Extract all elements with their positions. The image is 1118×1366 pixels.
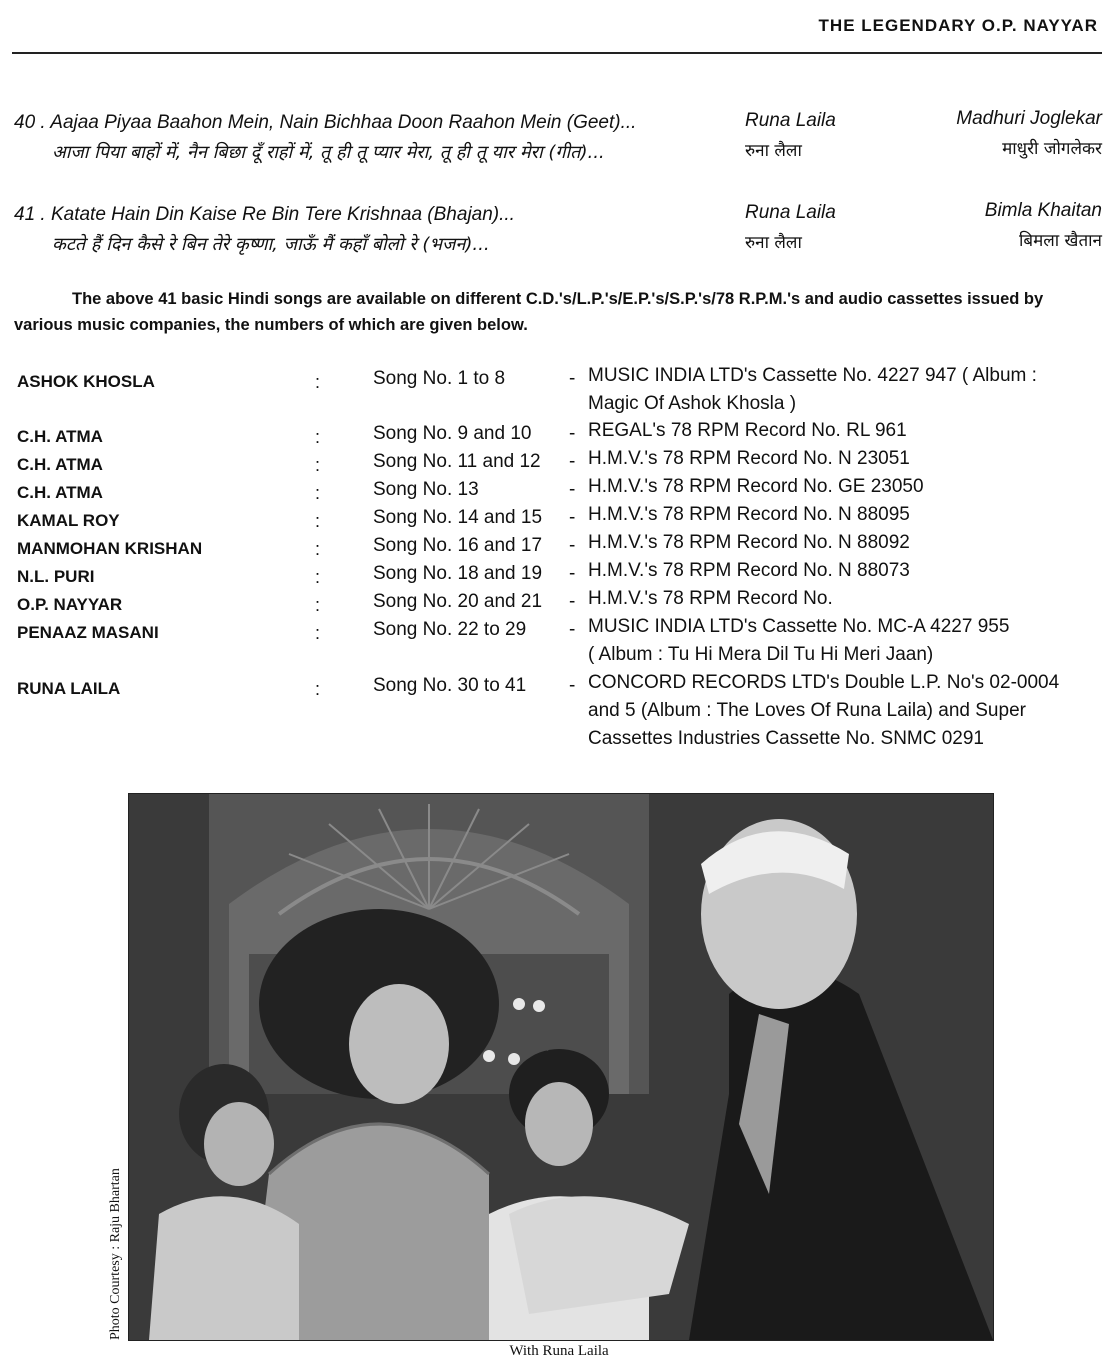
record-dash: - [569, 507, 576, 528]
record-colon: : [315, 679, 321, 699]
record-artist: N.L. PURI [17, 567, 95, 586]
lyricist-name-english: Bimla Khaitan [984, 200, 1102, 221]
record-colon: : [315, 623, 321, 643]
song-title-hindi: कटते हैं दिन कैसे रे बिन तेरे कृष्णा, जाऊँ मैं कहाँ बोलो रे (भजन)... [52, 234, 490, 255]
record-dash: - [569, 675, 576, 696]
record-dash: - [569, 563, 576, 584]
record-artist: C.H. ATMA [17, 427, 103, 446]
record-song-numbers: Song No. 30 to 41 [373, 675, 527, 696]
record-dash: - [569, 619, 576, 640]
photo-credit: Photo Courtesy : Raju Bhartan [108, 1168, 123, 1340]
photograph [128, 793, 994, 1341]
record-colon: : [315, 427, 321, 447]
record-song-numbers: Song No. 9 and 10 [373, 423, 532, 444]
record-details: H.M.V.'s 78 RPM Record No. N 88073 [588, 560, 910, 581]
record-colon: : [315, 539, 321, 559]
record-details: MUSIC INDIA LTD's Cassette No. MC-A 4227 955 ( Album : Tu Hi Mera Dil Tu Hi Meri Jaan) [588, 616, 1010, 665]
record-dash: - [569, 368, 576, 389]
record-song-numbers: Song No. 1 to 8 [373, 368, 506, 389]
record-details: REGAL's 78 RPM Record No. RL 961 [588, 420, 907, 441]
record-song-numbers: Song No. 18 and 19 [373, 563, 543, 584]
record-artist: ASHOK KHOSLA [17, 372, 155, 391]
record-song-numbers: Song No. 20 and 21 [373, 591, 543, 612]
record-artist: RUNA LAILA [17, 679, 121, 698]
song-title-hindi: आजा पिया बाहों में, नैन बिछा दूँ राहों में, तू ही तू प्यार मेरा, तू ही तू यार मेरा (गीत)... [52, 142, 605, 163]
record-artist: C.H. ATMA [17, 455, 103, 474]
record-details: H.M.V.'s 78 RPM Record No. N 88092 [588, 532, 910, 553]
record-colon: : [315, 455, 321, 475]
singer-name-english: Runa Laila [745, 110, 836, 131]
record-song-numbers: Song No. 16 and 17 [373, 535, 543, 556]
record-song-numbers: Song No. 11 and 12 [373, 451, 541, 472]
record-dash: - [569, 535, 576, 556]
record-dash: - [569, 479, 576, 500]
record-colon: : [315, 511, 321, 531]
record-song-numbers: Song No. 13 [373, 479, 479, 500]
availability-text: The above 41 basic Hindi songs are available on different C.D.'s/L.P.'s/E.P.'s/S.P.'s/78 R.P.M.'s and audio cassettes issued by various music companies, the numbers of which are given below. [14, 290, 1044, 334]
record-artist: O.P. NAYYAR [17, 595, 123, 614]
song-title-english: 41 . Katate Hain Din Kaise Re Bin Tere Krishnaa (Bhajan)... [14, 204, 515, 225]
record-artist: MANMOHAN KRISHAN [17, 539, 203, 558]
record-colon: : [315, 567, 321, 587]
lyricist-name-hindi: बिमला खैतान [1018, 231, 1102, 251]
record-details: MUSIC INDIA LTD's Cassette No. 4227 947 ( Album : Magic Of Ashok Khosla ) [588, 365, 1037, 414]
photograph-image [129, 794, 993, 1340]
record-colon: : [315, 372, 321, 392]
singer-name-english: Runa Laila [745, 202, 836, 223]
singer-name-hindi: रुना लैला [745, 233, 802, 253]
song-title-english: 40 . Aajaa Piyaa Baahon Mein, Nain Bichhaa Doon Raahon Mein (Geet)... [14, 112, 637, 133]
record-details: CONCORD RECORDS LTD's Double L.P. No's 02-0004 and 5 (Album : The Loves Of Runa Laila) and Super Cassettes Industries Cassette No. SNMC 0291 [588, 672, 1060, 749]
record-dash: - [569, 591, 576, 612]
record-colon: : [315, 595, 321, 615]
record-song-numbers: Song No. 14 and 15 [373, 507, 543, 528]
record-dash: - [569, 451, 576, 472]
record-artist: KAMAL ROY [17, 511, 120, 530]
record-details: H.M.V.'s 78 RPM Record No. [588, 588, 833, 609]
record-artist: C.H. ATMA [17, 483, 103, 502]
record-details: H.M.V.'s 78 RPM Record No. GE 23050 [588, 476, 924, 497]
photo-caption: With Runa Laila [509, 1343, 609, 1359]
record-artist: PENAAZ MASANI [17, 623, 159, 642]
record-details: H.M.V.'s 78 RPM Record No. N 23051 [588, 448, 910, 469]
record-colon: : [315, 483, 321, 503]
lyricist-name-english: Madhuri Joglekar [956, 108, 1102, 129]
page-title: THE LEGENDARY O.P. NAYYAR [818, 16, 1098, 35]
record-dash: - [569, 423, 576, 444]
lyricist-name-hindi: माधुरी जोगलेकर [1002, 139, 1102, 159]
record-song-numbers: Song No. 22 to 29 [373, 619, 527, 640]
record-details: H.M.V.'s 78 RPM Record No. N 88095 [588, 504, 910, 525]
singer-name-hindi: रुना लैला [745, 141, 802, 161]
